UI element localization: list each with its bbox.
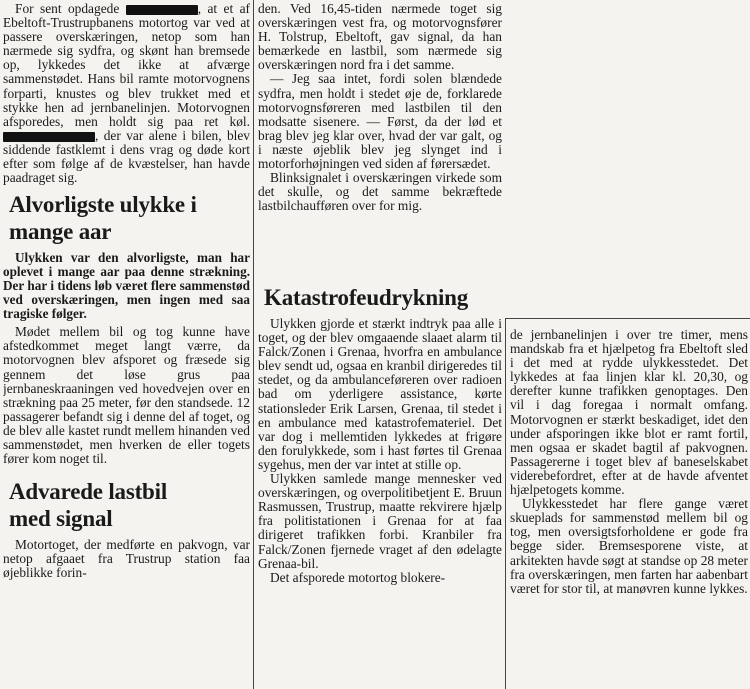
- column-rule-2: [505, 318, 506, 689]
- col1-lead-paragraph: Ulykken var den alvorligste, man har oplevet i mange aar paa denne strækning. Der har i tidens løb været flere sammenstød ved overskæringen, men ingen med saa tragiske følger.: [3, 250, 250, 322]
- col1-text-3: [3, 538, 250, 580]
- col1-p1-middle: at et af Ebeltoft-Trustrupbanens motortog var ved at passere overskæringen, netop som han nærmede sig sydfra, og skønt han bremsede op, lykkedes det ikke at afværge sammenstødet. Hans bil ramte motorvognens forparti, knustes og blev trukket med et stykke hen ad jernbanelinjen. Motorvognen afsporedes, men holdt sig paa ret køl.: [3, 2, 250, 129]
- col3-paragraph-1: de jernbanelinjen i over tre timer, mens mandskab fra et hjælpetog fra Ebeltoft sled i det med at rydde ulykkesstedet. Det lykkedes at faa linjen klar kl. 20,30, og derefter kunne trafikken genoptages. Den vil i dag foregaa i normalt omfang. Motorvognen er stærkt beskadiget, idet den under afsporingen ikke blot er ramt fortil, men ogsaa er skadet bagtil af pakvognen. Passagererne i toget blev af baneselskabet viderebefordret, efter at de havde afventet hjælpetogets komme.: [510, 328, 748, 498]
- col3-paragraph-2: Ulykkesstedet har flere gange været skueplads for sammenstød mellem bil og tog, men oversigtsforholdene er gode fra begge sider. Bremsesporene viste, at arkitekten havde søgt at standse op 28 meter fra overskæringen, men farten har aabenbart været for stor til, at manøvren kunne lykkes.: [510, 496, 748, 596]
- col1-p1-end: der var alene i bilen, blev siddende fastklemt i dens vrag og døde kort efter som følge af de kvæstelser, han havde paadraget sig.: [3, 127, 250, 186]
- col2-paragraph-3: Blinksignalet i overskæringen virkede som det skulle, og det samme bekræftede lastbilchaufføren over for mig.: [258, 170, 502, 214]
- col2-paragraph-6: Det afsporede motortog blokere-: [270, 569, 446, 585]
- column-1: [3, 2, 250, 689]
- col2-paragraph-4: Ulykken gjorde et stærkt indtryk paa alle i toget, og der blev omgaaende slaaet alarm til Falck/Zonen i Grenaa, hvorfra en ambulance blev sendt ud, ogsaa en kranbil dirigeredes til stedet, og da ambulanceføreren over radioen bad om yderligere assistance, kørte stationsleder Erik Larsen, Grenaa, til stedet i en ambulance med katastrofemateriel. Det var dog i mellemtiden lykkedes at frigøre den forulykkede, som i hast førtes til Grenaa sygehus, men der var intet at stille op.: [258, 316, 502, 472]
- col1-p1-start: For sent opdagede: [15, 2, 120, 16]
- column-2-lower: [258, 282, 502, 689]
- col1-lead: [3, 251, 250, 321]
- column-3: [510, 328, 748, 689]
- section-rule: [505, 318, 750, 319]
- col3-text: [510, 328, 748, 596]
- col2-paragraph-5: Ulykken samlede mange mennesker ved overskæringen, og overpolitibetjent E. Bruun Rasmussen, Trustrup, maatte rekvirere hjælp fra politistationen i Grenaa for at faa dirigeret trafikken forbi. Kranbiler fra Falck/Zonen fjernede vraget af den ødelagte Grenaa-bil.: [258, 471, 502, 571]
- heading-advarede-lastbil: Advarede lastbil med signal: [9, 479, 168, 532]
- col2-paragraph-2: — Jeg saa intet, fordi solen blændede sydfra, men holdt i stedet øje de, forklarede motorvognsføreren med lastbilen til den modsatte sisenere. — Først, da der lød et brag blev jeg klar over, hvad der var galt, og i næste øjeblik blev jeg slynget ind i motorforhøjningen ved siden af førersædet.: [258, 71, 502, 172]
- col1-paragraph-1: For sent opdagede , at et af Ebeltoft-Trustrupbanens motortog var ved at passere overskæringen, netop som han nærmede sig sydfra, og skønt han bremsede op, lykkedes det ikke at afværge sammenstødet. Hans bil ramte motorvognens forparti, knustes og blev trukket med et stykke hen ad jernbanelinjen. Motorvognen afsporedes, men holdt sig paa ret køl. , der var alene i bilen, blev siddende fastklemt i dens vrag og døde kort efter som følge af de kvæstelser, han havde paadraget sig.: [3, 2, 250, 186]
- col2-text: [258, 2, 502, 213]
- col2-text-lower: [258, 317, 502, 585]
- col1-paragraph-3: Motortoget, der medførte en pakvogn, var netop afgaaet fra Trustrup station faa øjeblikke forin-: [3, 537, 250, 581]
- column-2: [258, 2, 502, 282]
- col1-text: [3, 2, 250, 185]
- col1-text-2: [3, 325, 250, 466]
- redaction-bar-2: [3, 132, 95, 142]
- col1-paragraph-2: Mødet mellem bil og tog kunne have afstedkommet meget langt værre, da motorvognen blev afsporet og fræsede sig gennem det løse grus paa jernbaneskraaningen ved hovedvejen over en strækning paa 25 meter, før den standsede. 12 passagerer befandt sig i denne del af toget, og de blev alle kastet rundt mellem hinanden ved sammenstødet, men hverken de eller togets fører kom noget til.: [3, 324, 250, 467]
- column-rule-1: [253, 0, 254, 689]
- heading-alvorligste-ulykke: Alvorligste ulykke i mange aar: [9, 192, 197, 245]
- heading-katastrofeudrykning: Katastrofeudrykning: [264, 285, 469, 310]
- col2-paragraph-1: den. Ved 16,45-tiden nærmede toget sig overskæringen vest fra, og motorvognsfører H. Tolstrup, Ebeltoft, gav signal, da han bemærkede en lastbil, som nærmede sig overskæringen nord fra i det samme.: [258, 2, 502, 73]
- redaction-bar: [126, 5, 198, 15]
